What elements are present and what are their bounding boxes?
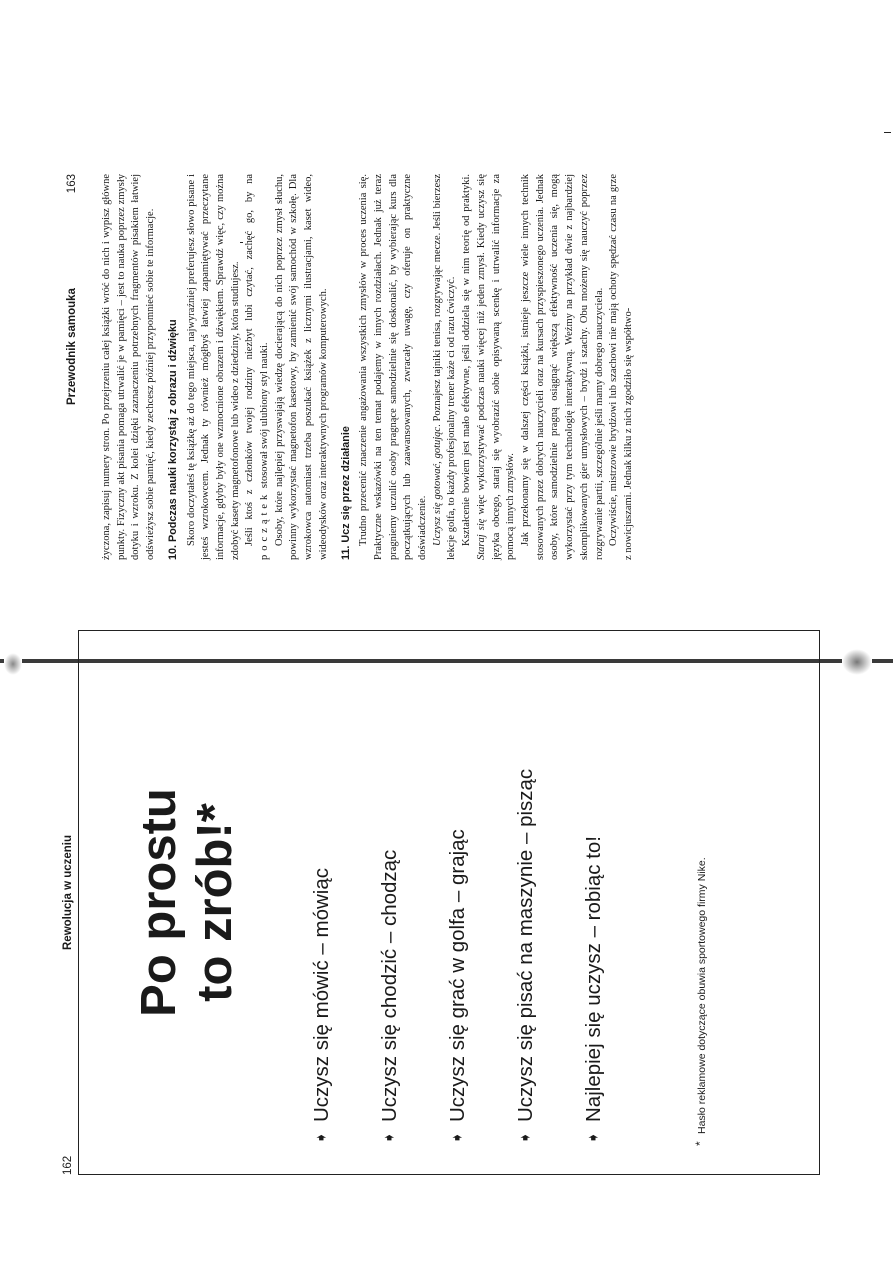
arrow-bullet-icon: ➧ <box>313 1131 330 1144</box>
arrow-bullet-icon: ➧ <box>381 1131 398 1144</box>
heading-line-1: Po prostu <box>132 788 186 1017</box>
slogan-item <box>377 642 445 1152</box>
slogan-item <box>309 642 377 1152</box>
text-run: . Poznajesz tajniki tenisa, rozgrywając mecze. Jeśli bierzesz lekcje golfa, to każdy profesjonalny trener każe ci od razu ćwiczyć. <box>431 174 458 560</box>
section-heading-10: 10. Podczas nauki korzystaj z obrazu i dźwięku <box>166 319 179 560</box>
footnote-text: Hasło reklamowe dotyczące obuwia sportowego firmy Nike. <box>696 857 708 1134</box>
text-run: więc wykorzystywać podczas nauki więcej niż jeden zmysł. Kiedy uczysz się języka obcego, staraj się wyobrazić sobie opisywaną scenkę i utrwalić informacje za pomocą innych zmysłów. <box>475 174 517 560</box>
paragraph: Osoby, które najlepiej przyswajają wiedzę docierającą do nich poprzez zmysł słuchu, powinny wykorzystać magnetofon kasetowy, by zamienić swój samochód w szkołę. Dla wzrokowca natomiast trzeba poszukać książek z licznymi ilustracjami, kaset wideo, wideodysków oraz interaktywnych programów komputerowych. <box>273 174 329 560</box>
slogan-item <box>513 642 581 1152</box>
arrow-bullet-icon: ➧ <box>585 1131 602 1144</box>
slogan-box <box>78 630 820 1175</box>
left-page <box>0 623 893 1263</box>
right-page-number: 163 <box>66 174 78 194</box>
left-running-head <box>62 630 78 1175</box>
text-run: Jeśli ktoś z członków twojej rodziny niezbyt lubi czytać, zachęć go, by na <box>244 174 256 546</box>
paragraph: Jak przekonamy się w dalszej części książki, istnieje jeszcze wiele innych technik stosowanych przez dobrych nauczycieli oraz na kursach przyspieszonego uczenia. Jednak osoby, które samodzielnie pragną osiągnąć większą efektywność uczenia się, mogą wykorzystać przy tym technologię interaktywną. Weźmy na przykład dwie z najbardziej skomplikowanych gier umysłowych – brydż i szachy. Obu możemy się nauczyć poprzez rozgrywanie partii, szczególnie jeśli mamy dobrego nauczyciela. <box>519 174 605 560</box>
slogan-item <box>581 642 649 1152</box>
slogan-text: Najlepiej się uczysz – robiąc to! <box>582 836 605 1122</box>
slogan-list <box>309 642 649 1152</box>
paragraph <box>460 174 519 560</box>
left-running-title: Rewolucja w uczeniu <box>62 834 74 950</box>
slogan-item <box>445 642 513 1152</box>
slogan-text: Uczysz się chodzić – chodząc <box>378 849 401 1122</box>
paragraph: Trudno przecenić znaczenie angażowania wszystkich zmysłów w proces uczenia się. Praktyczne wskazówki na ten temat podajemy w innych rozdziałach. Jednak już teraz pragniemy uczulić osoby pragnące samodzielnie się doskonalić, by wybierając kurs dla początkujących lub zaawansowanych, zwracały uwagę, czy oferuje on praktyczne doświadczenie. <box>358 174 429 560</box>
right-running-head <box>66 174 82 560</box>
paragraph <box>431 174 460 560</box>
emphasis: Staraj się <box>475 518 487 560</box>
paragraph: Oczywiście, mistrzowie brydżowi lub szachowi nie mają ochoty spędzać czasu na grze z nowicjuszami. Jednak kilku z nich zgodziło się współtwo- <box>608 174 634 560</box>
paragraph: Skoro doczytałeś tę książkę aż do tego miejsca, najwyraźniej preferujesz słowo pisane i jesteś wzrokowcem. Jednak ty również mógłbyś łatwiej zapamiętywać przeczytane informacje, gdyby były one wzmocnione obrazem i dźwiękiem. Sprawdź więc, czy można zdobyć kasety magnetofonowe lub wideo z dziedziny, która studiujesz. <box>185 174 241 560</box>
emphasis: Uczysz się gotować, gotując <box>431 426 443 546</box>
footnote-mark: * <box>693 1141 707 1146</box>
arrow-bullet-icon: ➧ <box>449 1131 466 1144</box>
arrow-bullet-icon: ➧ <box>517 1131 534 1144</box>
spaced-word: początek <box>259 490 271 560</box>
slogan-text: Uczysz się grać w golfa – grając <box>446 829 469 1122</box>
paragraph <box>243 174 272 560</box>
right-page <box>0 0 893 608</box>
text-run: Kształcenie bowiem jest mało efektywne, jeśli oddziela się w nim teorię od praktyki. <box>461 174 473 546</box>
paragraph: życzona, zapisuj numery stron. Po przejrzeniu całej książki wróć do nich i wypisz główne punkty. Fizyczny akt pisania pomaga utrwalić je w pamięci – jest to nauka poprzez zmysły dotyku i wzroku. Z kolei dzięki zaznaczeniu potrzebnych fragmentów pisakiem łatwiej odświeżysz sobie pamięć, kiedy zechcesz później przypomnieć sobie te informacje. <box>101 174 157 560</box>
heading-line-2: to zrób!* <box>188 803 242 1002</box>
footnote <box>693 857 708 1146</box>
section-heading-11: 11. Ucz się przez działanie <box>339 426 352 560</box>
text-run: stosował swój ulubiony styl nauki. <box>259 342 271 491</box>
right-running-title: Przewodnik samouka <box>66 288 78 405</box>
left-page-number: 162 <box>62 1155 74 1175</box>
slogan-text: Uczysz się pisać na maszynie – pisząc <box>514 768 537 1122</box>
body-text <box>100 174 637 560</box>
slogan-text: Uczysz się mówić – mówiąc <box>310 867 333 1122</box>
